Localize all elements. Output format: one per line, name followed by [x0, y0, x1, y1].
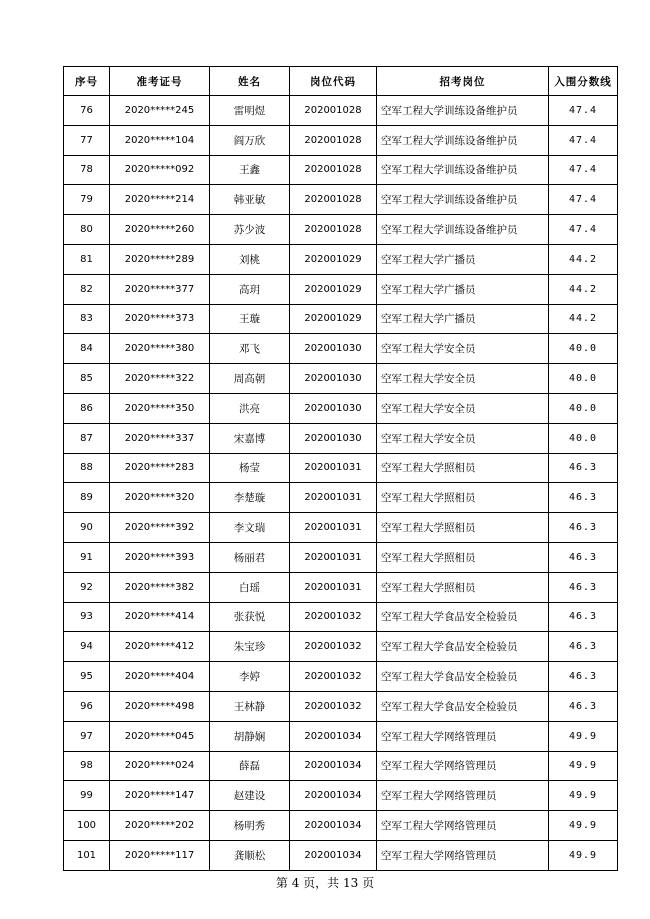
cell-code: 202001032 — [290, 691, 377, 721]
cell-score: 46.3 — [549, 632, 618, 662]
cell-ticket: 2020*****147 — [110, 781, 210, 811]
cell-score: 44.2 — [549, 304, 618, 334]
cell-name: 白瑶 — [210, 572, 290, 602]
cell-score: 46.3 — [549, 602, 618, 632]
cell-ticket: 2020*****392 — [110, 513, 210, 543]
cell-post: 空军工程大学食品安全检验员 — [377, 602, 549, 632]
cell-name: 李文瑞 — [210, 513, 290, 543]
cell-post: 空军工程大学训练设备维护员 — [377, 185, 549, 215]
cell-ticket: 2020*****283 — [110, 453, 210, 483]
header-post: 招考岗位 — [377, 67, 549, 96]
cell-code: 202001029 — [290, 304, 377, 334]
cell-score: 40.0 — [549, 423, 618, 453]
table-row — [64, 632, 618, 662]
cell-code: 202001028 — [290, 215, 377, 245]
score-table — [63, 66, 618, 871]
cell-name: 韩亚敏 — [210, 185, 290, 215]
cell-score: 46.3 — [549, 572, 618, 602]
cell-post: 空军工程大学训练设备维护员 — [377, 96, 549, 126]
cell-post: 空军工程大学照相员 — [377, 513, 549, 543]
cell-post: 空军工程大学食品安全检验员 — [377, 662, 549, 692]
cell-ticket: 2020*****498 — [110, 691, 210, 721]
table-row — [64, 155, 618, 185]
cell-code: 202001034 — [290, 840, 377, 870]
cell-seq: 87 — [64, 423, 110, 453]
cell-name: 高玥 — [210, 274, 290, 304]
cell-post: 空军工程大学安全员 — [377, 393, 549, 423]
cell-name: 赵建设 — [210, 781, 290, 811]
cell-code: 202001028 — [290, 96, 377, 126]
cell-ticket: 2020*****104 — [110, 125, 210, 155]
cell-score: 49.9 — [549, 840, 618, 870]
cell-score: 46.3 — [549, 453, 618, 483]
table-row — [64, 513, 618, 543]
cell-score: 49.9 — [549, 751, 618, 781]
cell-name: 杨莹 — [210, 453, 290, 483]
table-row — [64, 274, 618, 304]
cell-ticket: 2020*****380 — [110, 334, 210, 364]
cell-score: 47.4 — [549, 125, 618, 155]
cell-name: 李楚璇 — [210, 483, 290, 513]
table-row — [64, 781, 618, 811]
cell-name: 张获悦 — [210, 602, 290, 632]
cell-post: 空军工程大学安全员 — [377, 364, 549, 394]
cell-name: 王林静 — [210, 691, 290, 721]
table-row — [64, 334, 618, 364]
cell-post: 空军工程大学网络管理员 — [377, 840, 549, 870]
table-row — [64, 244, 618, 274]
cell-post: 空军工程大学食品安全检验员 — [377, 632, 549, 662]
cell-post: 空军工程大学广播员 — [377, 244, 549, 274]
table-row — [64, 721, 618, 751]
cell-seq: 86 — [64, 393, 110, 423]
cell-seq: 92 — [64, 572, 110, 602]
header-cutoff-score: 入围分数线 — [549, 67, 618, 96]
cell-code: 202001034 — [290, 721, 377, 751]
cell-post: 空军工程大学安全员 — [377, 423, 549, 453]
cell-score: 44.2 — [549, 274, 618, 304]
cell-code: 202001031 — [290, 572, 377, 602]
table-row — [64, 662, 618, 692]
cell-ticket: 2020*****414 — [110, 602, 210, 632]
table-row — [64, 304, 618, 334]
cell-name: 洪亮 — [210, 393, 290, 423]
table-row — [64, 125, 618, 155]
cell-seq: 95 — [64, 662, 110, 692]
header-ticket: 准考证号 — [110, 67, 210, 96]
cell-code: 202001030 — [290, 334, 377, 364]
table-row — [64, 215, 618, 245]
cell-name: 刘桃 — [210, 244, 290, 274]
cell-code: 202001032 — [290, 662, 377, 692]
cell-post: 空军工程大学照相员 — [377, 453, 549, 483]
cell-name: 雷明煜 — [210, 96, 290, 126]
cell-ticket: 2020*****382 — [110, 572, 210, 602]
cell-seq: 84 — [64, 334, 110, 364]
cell-ticket: 2020*****320 — [110, 483, 210, 513]
cell-seq: 76 — [64, 96, 110, 126]
cell-score: 49.9 — [549, 721, 618, 751]
cell-code: 202001034 — [290, 781, 377, 811]
cell-name: 周高朝 — [210, 364, 290, 394]
header-seq: 序号 — [64, 67, 110, 96]
cell-seq: 91 — [64, 542, 110, 572]
cell-name: 胡静娴 — [210, 721, 290, 751]
cell-ticket: 2020*****393 — [110, 542, 210, 572]
table-row — [64, 602, 618, 632]
cell-score: 40.0 — [549, 364, 618, 394]
cell-post: 空军工程大学训练设备维护员 — [377, 125, 549, 155]
cell-seq: 81 — [64, 244, 110, 274]
cell-seq: 82 — [64, 274, 110, 304]
cell-name: 薛磊 — [210, 751, 290, 781]
cell-score: 46.3 — [549, 542, 618, 572]
cell-name: 朱宝珍 — [210, 632, 290, 662]
cell-post: 空军工程大学训练设备维护员 — [377, 155, 549, 185]
cell-post: 空军工程大学训练设备维护员 — [377, 215, 549, 245]
cell-ticket: 2020*****245 — [110, 96, 210, 126]
cell-seq: 88 — [64, 453, 110, 483]
table-row — [64, 572, 618, 602]
cell-score: 46.3 — [549, 513, 618, 543]
table-row — [64, 364, 618, 394]
cell-name: 邓飞 — [210, 334, 290, 364]
table-row — [64, 453, 618, 483]
cell-seq: 89 — [64, 483, 110, 513]
cell-code: 202001034 — [290, 811, 377, 841]
table-row — [64, 96, 618, 126]
cell-name: 李婷 — [210, 662, 290, 692]
cell-seq: 93 — [64, 602, 110, 632]
cell-score: 47.4 — [549, 215, 618, 245]
cell-code: 202001031 — [290, 542, 377, 572]
cell-code: 202001030 — [290, 364, 377, 394]
cell-name: 王鑫 — [210, 155, 290, 185]
cell-name: 杨明秀 — [210, 811, 290, 841]
page-number: 第 4 页，共 13 页 — [275, 876, 375, 890]
cell-seq: 80 — [64, 215, 110, 245]
cell-score: 49.9 — [549, 811, 618, 841]
table-row — [64, 483, 618, 513]
cell-code: 202001031 — [290, 513, 377, 543]
cell-score: 49.9 — [549, 781, 618, 811]
cell-seq: 100 — [64, 811, 110, 841]
cell-score: 40.0 — [549, 393, 618, 423]
cell-ticket: 2020*****404 — [110, 662, 210, 692]
cell-seq: 99 — [64, 781, 110, 811]
cell-name: 阎万欣 — [210, 125, 290, 155]
cell-seq: 90 — [64, 513, 110, 543]
cell-score: 40.0 — [549, 334, 618, 364]
cell-score: 46.3 — [549, 691, 618, 721]
cell-ticket: 2020*****024 — [110, 751, 210, 781]
cell-seq: 85 — [64, 364, 110, 394]
cell-code: 202001032 — [290, 632, 377, 662]
cell-seq: 96 — [64, 691, 110, 721]
cell-seq: 97 — [64, 721, 110, 751]
cell-ticket: 2020*****337 — [110, 423, 210, 453]
table-row — [64, 691, 618, 721]
cell-post: 空军工程大学广播员 — [377, 274, 549, 304]
cell-ticket: 2020*****322 — [110, 364, 210, 394]
cell-seq: 98 — [64, 751, 110, 781]
cell-code: 202001028 — [290, 125, 377, 155]
cell-seq: 78 — [64, 155, 110, 185]
cell-post: 空军工程大学网络管理员 — [377, 751, 549, 781]
table-row — [64, 423, 618, 453]
cell-code: 202001032 — [290, 602, 377, 632]
cell-post: 空军工程大学网络管理员 — [377, 811, 549, 841]
table-row — [64, 393, 618, 423]
cell-code: 202001030 — [290, 393, 377, 423]
cell-ticket: 2020*****373 — [110, 304, 210, 334]
header-name: 姓名 — [210, 67, 290, 96]
cell-code: 202001029 — [290, 274, 377, 304]
cell-post: 空军工程大学照相员 — [377, 483, 549, 513]
cell-ticket: 2020*****412 — [110, 632, 210, 662]
cell-post: 空军工程大学广播员 — [377, 304, 549, 334]
cell-ticket: 2020*****092 — [110, 155, 210, 185]
table-row — [64, 751, 618, 781]
cell-score: 46.3 — [549, 483, 618, 513]
cell-seq: 101 — [64, 840, 110, 870]
cell-post: 空军工程大学照相员 — [377, 572, 549, 602]
cell-ticket: 2020*****202 — [110, 811, 210, 841]
cell-score: 44.2 — [549, 244, 618, 274]
cell-score: 47.4 — [549, 185, 618, 215]
cell-code: 202001031 — [290, 483, 377, 513]
cell-ticket: 2020*****260 — [110, 215, 210, 245]
cell-name: 杨丽君 — [210, 542, 290, 572]
table-row — [64, 840, 618, 870]
cell-code: 202001034 — [290, 751, 377, 781]
table-row — [64, 811, 618, 841]
cell-ticket: 2020*****377 — [110, 274, 210, 304]
cell-seq: 94 — [64, 632, 110, 662]
cell-name: 龚顺松 — [210, 840, 290, 870]
table-row — [64, 542, 618, 572]
cell-ticket: 2020*****289 — [110, 244, 210, 274]
cell-post: 空军工程大学食品安全检验员 — [377, 691, 549, 721]
cell-code: 202001031 — [290, 453, 377, 483]
cell-post: 空军工程大学照相员 — [377, 542, 549, 572]
cell-seq: 79 — [64, 185, 110, 215]
cell-code: 202001029 — [290, 244, 377, 274]
cell-ticket: 2020*****214 — [110, 185, 210, 215]
table-row — [64, 185, 618, 215]
cell-name: 宋嘉博 — [210, 423, 290, 453]
cell-ticket: 2020*****117 — [110, 840, 210, 870]
cell-name: 苏少波 — [210, 215, 290, 245]
cell-score: 47.4 — [549, 96, 618, 126]
cell-post: 空军工程大学网络管理员 — [377, 721, 549, 751]
cell-code: 202001028 — [290, 185, 377, 215]
cell-ticket: 2020*****350 — [110, 393, 210, 423]
cell-seq: 83 — [64, 304, 110, 334]
cell-post: 空军工程大学网络管理员 — [377, 781, 549, 811]
cell-post: 空军工程大学安全员 — [377, 334, 549, 364]
cell-ticket: 2020*****045 — [110, 721, 210, 751]
cell-score: 47.4 — [549, 155, 618, 185]
cell-name: 王璇 — [210, 304, 290, 334]
table-body — [64, 96, 618, 871]
table-header-row — [64, 67, 618, 96]
cell-code: 202001030 — [290, 423, 377, 453]
cell-score: 46.3 — [549, 662, 618, 692]
cell-code: 202001028 — [290, 155, 377, 185]
cell-seq: 77 — [64, 125, 110, 155]
header-post-code: 岗位代码 — [290, 67, 377, 96]
